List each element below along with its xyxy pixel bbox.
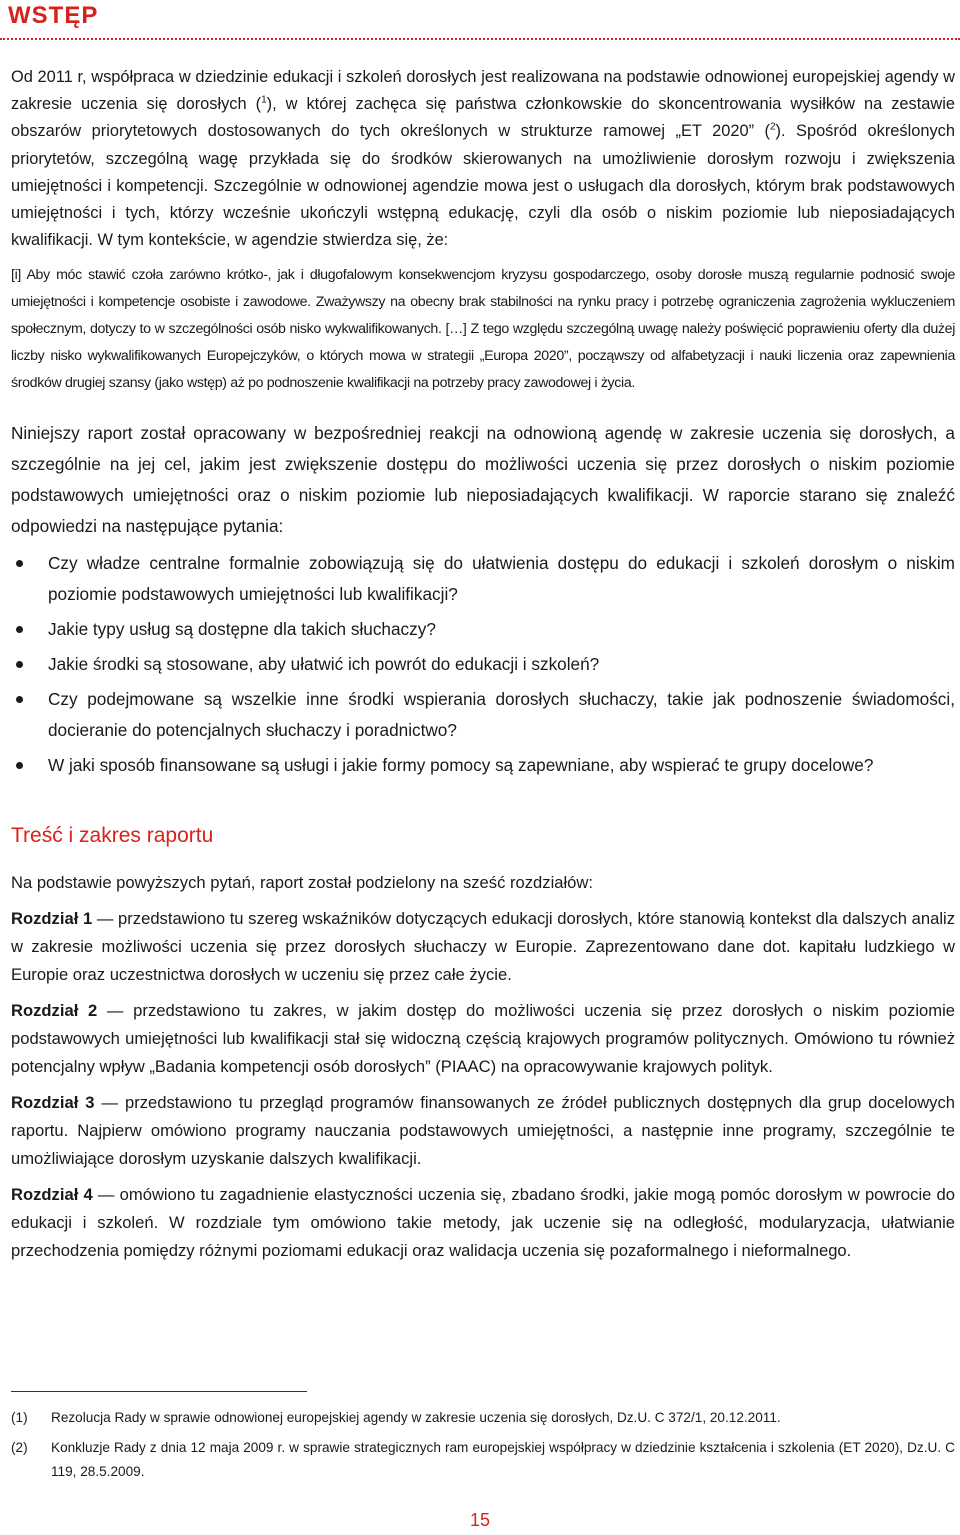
footnote-text: Rezolucja Rady w sprawie odnowionej europejskiej agendy w zakresie uczenia się dorosłych, Dz.U. C 372/1, 20.12.2011. xyxy=(51,1410,781,1425)
footnote-number: (2) xyxy=(11,1440,28,1455)
footnote-number: (1) xyxy=(11,1410,28,1425)
bullet-icon xyxy=(16,626,23,633)
question-text: Czy podejmowane są wszelkie inne środki wspierania dorosłych słuchaczy, takie jak podnoszenie świadomości, docieranie do potencjalnych słuchaczy i poradnictwo? xyxy=(48,689,955,741)
list-item xyxy=(11,548,955,610)
chapter-label: Rozdział 2 xyxy=(11,1001,98,1021)
chapter-paragraph xyxy=(11,905,955,989)
list-item xyxy=(11,649,955,680)
chapter-paragraph xyxy=(11,1089,955,1173)
list-item xyxy=(11,750,955,781)
chapter-text: — przedstawiono tu szereg wskaźników dotyczących edukacji dorosłych, które stanowią kontekst dla dalszych analiz w zakresie możliwości uczenia się przez dorosłych słuchaczy w Europie. Zaprezentowano dane dot. kapitału ludzkiego w Europie oraz uczestnictwa dorosłych w uczeniu się przez całe życie. xyxy=(11,909,955,985)
heading-divider xyxy=(0,38,960,40)
intro-paragraph xyxy=(11,64,955,254)
footnote-item xyxy=(11,1436,955,1484)
main-content xyxy=(11,64,955,1265)
chapter-paragraph xyxy=(11,997,955,1081)
list-item xyxy=(11,614,955,645)
footnote-text: Konkluzje Rady z dnia 12 maja 2009 r. w sprawie strategicznych ram europejskiej współpracy w dziedzinie kształcenia i szkolenia (ET 2020), Dz.U. C 119, 28.5.2009. xyxy=(51,1440,955,1479)
chapter-text: — omówiono tu zagadnienie elastyczności uczenia się, zbadano środki, jakie mogą pomóc dorosłym w powrocie do edukacji i szkoleń. W rozdziale tym omówiono takie metody, jak uczenie się na odległość, modularyzacja, ułatwianie przechodzenia pomiędzy różnymi poziomami edukacji oraz walidacja uczenia się pozaformalnego i nieformalnego. xyxy=(11,1185,955,1261)
chapter-text: — przedstawiono tu zakres, w jakim dostęp do możliwości uczenia się przez dorosłych o niskim poziomie podstawowych umiejętności lub kwalifikacji stał się widoczną częścią krajowych programów politycznych. Omówiono tu również potencjalny wpływ „Badania kompetencji osób dorosłych” (PIAAC) na opracowywanie krajowych polityk. xyxy=(11,1001,955,1077)
chapter-label: Rozdział 4 xyxy=(11,1185,93,1205)
question-text: Czy władze centralne formalnie zobowiązują się do ułatwienia dostępu do edukacji i szkoleń dorosłym o niskim poziomie podstawowych umiejętności lub kwalifikacji? xyxy=(48,553,955,605)
bullet-icon xyxy=(16,696,23,703)
bullet-icon xyxy=(16,661,23,668)
question-text: Jakie środki są stosowane, aby ułatwić ich powrót do edukacji i szkoleń? xyxy=(48,654,600,675)
bullet-icon xyxy=(16,762,23,769)
intro-text-part-2: ), w której zachęca się państwa członkowskie do skoncentrowania wysiłków na zestawie obszarów priorytetowych dostosowanych do tych określonych w strukturze ramowej „ET 2020” ( xyxy=(11,95,955,141)
page-number: 15 xyxy=(469,1510,491,1530)
intro-text-part-1: Od 2011 r, współpraca w dziedzinie edukacji i szkoleń dorosłych jest realizowana na podstawie odnowionej europejskiej agendy w zakresie uczenia się dorosłych ( xyxy=(11,68,955,114)
intro-text-part-3: ). Spośród określonych priorytetów, szczególną wagę przykłada się do środków skierowanych na umożliwienie dorosłym rozwoju i zwiększenia umiejętności i kompetencji. Szczególnie w odnowionej agendzie mowa jest o usługach dla dorosłych, którym brak podstawowych umiejętności i tych, którzy wcześnie ukończyli wstępną edukację, czyli dla osób o niskim poziomie lub nieposiadających kwalifikacji. W tym kontekście, w agendzie stwierdza się, że: xyxy=(11,122,955,250)
footnote-item xyxy=(11,1406,955,1430)
footnote-divider xyxy=(11,1391,307,1392)
footnotes xyxy=(11,1406,955,1490)
chapter-label: Rozdział 3 xyxy=(11,1093,95,1113)
questions-list xyxy=(11,548,955,781)
chapter-label: Rozdział 1 xyxy=(11,909,93,929)
footnote-ref-2[interactable]: 2 xyxy=(769,121,776,133)
report-intro-paragraph: Niniejszy raport został opracowany w bezpośredniej reakcji na odnowioną agendę w zakresie uczenia się dorosłych, a szczególnie na jej cel, jakim jest zwiększenie dostępu do możliwości uczenia się przez dorosłych o niskim poziomie podstawowych umiejętności oraz o niskim poziomie lub nieposiadających kwalifikacji. W raporcie starano się znaleźć odpowiedzi na następujące pytania: xyxy=(11,423,955,537)
list-item xyxy=(11,684,955,746)
question-text: Jakie typy usług są dostępne dla takich słuchaczy? xyxy=(48,619,436,640)
page-title: WSTĘP xyxy=(8,2,99,29)
page-heading xyxy=(0,0,960,40)
chapter-paragraph xyxy=(11,1181,955,1265)
agenda-quote xyxy=(11,262,955,396)
footnote-ref-1[interactable]: 1 xyxy=(261,94,267,106)
bullet-icon xyxy=(16,560,23,567)
question-text: W jaki sposób finansowane są usługi i jakie formy pomocy są zapewniane, aby wspierać te grupy docelowe? xyxy=(48,755,874,776)
quote-text: [i] Aby móc stawić czoła zarówno krótko-, jak i długofalowym konsekwencjom kryzysu gospodarczego, osoby dorosłe muszą regularnie podnosić swoje umiejętności i kompetencje osobiste i zawodowe. Zważywszy na obecny brak stabilności na rynku pracy i potrzebę ograniczenia zagrożenia wykluczeniem społecznym, dotyczy to w szczególności osób nisko wykwalifikowanych. […] Z tego względu szczególną uwagę należy poświęcić poprawieniu oferty dla dużej liczby nisko wykwalifikowanych Europejczyków, o których mowa w strategii „Europa 2020”, począwszy od alfabetyzacji i nauki liczenia oraz zapewnienia środków drugiej szansy (jako wstęp) aż po podnoszenie kwalifikacji na potrzeby pracy zawodowej i życia. xyxy=(11,267,955,391)
section-title: Treść i zakres raportu xyxy=(11,824,214,848)
section-lead: Na podstawie powyższych pytań, raport został podzielony na sześć rozdziałów: xyxy=(11,873,593,893)
chapter-text: — przedstawiono tu przegląd programów finansowanych ze źródeł publicznych dostępnych dla grup docelowych raportu. Najpierw omówiono programy nauczania podstawowych umiejętności, a następnie inne programy, szczególnie te umożliwiające dorosłym uzyskanie dalszych kwalifikacji. xyxy=(11,1093,956,1169)
